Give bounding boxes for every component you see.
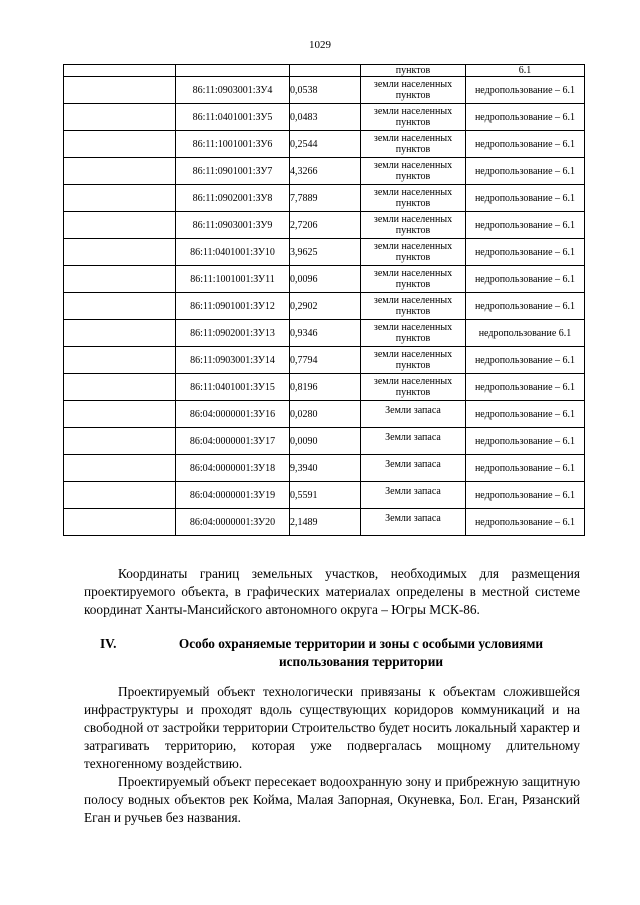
table-cell-empty (64, 293, 176, 320)
table-cell-use: недропользование – 6.1 (466, 77, 585, 104)
table-cell-area: 0,2544 (290, 131, 361, 158)
section-title: Особо охраняемые территории и зоны с особыми условиями использования территории (178, 636, 544, 669)
table-cell-area: 0,0483 (290, 104, 361, 131)
table-cell-empty (64, 455, 176, 482)
table-row (64, 374, 585, 401)
table-row (64, 482, 585, 509)
table-cell-use: недропользование – 6.1 (466, 455, 585, 482)
table-cell-empty (64, 77, 176, 104)
table-row (64, 509, 585, 536)
table-cell-id: 86:04:0000001:ЗУ16 (176, 401, 290, 428)
table-cell-category: земли населенных пунктов (361, 77, 466, 104)
table-cell-id: 86:11:0903001:ЗУ14 (176, 347, 290, 374)
table-cell-empty (64, 212, 176, 239)
table-cell-use: недропользование – 6.1 (466, 239, 585, 266)
table-cell-use: недропользование – 6.1 (466, 131, 585, 158)
table-cell-category: Земли запаса (361, 401, 466, 428)
table-cell-category: земли населенных пунктов (361, 158, 466, 185)
section-heading (100, 635, 580, 671)
table-cell-id: 86:11:0902001:ЗУ13 (176, 320, 290, 347)
table-cell-area: 0,0280 (290, 401, 361, 428)
table-cell-empty (64, 131, 176, 158)
table-cell-id: 86:11:0401001:ЗУ10 (176, 239, 290, 266)
land-plots-table (63, 64, 585, 536)
table-cell-category: земли населенных пунктов (361, 374, 466, 401)
table-row (64, 401, 585, 428)
land-plots-table-body (64, 65, 585, 536)
table-cell-category: Земли запаса (361, 482, 466, 509)
table-cell-empty (64, 158, 176, 185)
table-cell-category: земли населенных пунктов (361, 131, 466, 158)
table-cell-id: 86:11:0401001:ЗУ5 (176, 104, 290, 131)
table-cell-area: 0,0538 (290, 77, 361, 104)
table-cell-id: 86:11:0902001:ЗУ8 (176, 185, 290, 212)
table-cell-area: 2,7206 (290, 212, 361, 239)
table-cell-area: 2,1489 (290, 509, 361, 536)
table-cell-use: недропользование – 6.1 (466, 401, 585, 428)
table-cell-category: Земли запаса (361, 509, 466, 536)
table-cell-category: земли населенных пунктов (361, 320, 466, 347)
table-cell-id: 86:04:0000001:ЗУ18 (176, 455, 290, 482)
table-cell-area: 0,0096 (290, 266, 361, 293)
table-cell-category: Земли запаса (361, 455, 466, 482)
table-cell-id: 86:11:0901001:ЗУ7 (176, 158, 290, 185)
table-row (64, 239, 585, 266)
table-cell-empty (64, 266, 176, 293)
table-cell-use: недропользование – 6.1 (466, 158, 585, 185)
table-cell-use: недропользование – 6.1 (466, 482, 585, 509)
section-number: IV. (100, 636, 117, 651)
table-cell-empty (64, 428, 176, 455)
table-cell-area: 7,7889 (290, 185, 361, 212)
coordinates-paragraph (84, 565, 580, 619)
table-cell-id: 86:11:0901001:ЗУ12 (176, 293, 290, 320)
table-cell-area: 0,8196 (290, 374, 361, 401)
table-cell-id: 86:11:1001001:ЗУ6 (176, 131, 290, 158)
paragraph-water-protection: Проектируемый объект пересекает водоохранную зону и прибрежную защитную полосу водных объектов рек Койма, Малая Запорная, Окуневка, Бол. Еган, Рязанский Еган и ручьев без названия. (84, 774, 580, 825)
table-row (64, 77, 585, 104)
table-cell-area: 3,9625 (290, 239, 361, 266)
table-cell-use: 6.1 (466, 65, 585, 77)
table-cell-empty (64, 401, 176, 428)
table-cell-category: земли населенных пунктов (361, 212, 466, 239)
table-cell-area: 0,9346 (290, 320, 361, 347)
table-cell-id: 86:11:0903001:ЗУ9 (176, 212, 290, 239)
table-cell-id: 86:11:1001001:ЗУ11 (176, 266, 290, 293)
table-cell-use: недропользование – 6.1 (466, 374, 585, 401)
table-cell-area: 0,2902 (290, 293, 361, 320)
table-cell-use: недропользование – 6.1 (466, 293, 585, 320)
table-cell-category: земли населенных пунктов (361, 104, 466, 131)
table-cell-id (176, 65, 290, 77)
table-cell-area: 0,7794 (290, 347, 361, 374)
table-cell-category: земли населенных пунктов (361, 266, 466, 293)
table-cell-category: земли населенных пунктов (361, 185, 466, 212)
table-cell-empty (64, 185, 176, 212)
table-cell-category: Земли запаса (361, 428, 466, 455)
table-cell-id: 86:04:0000001:ЗУ17 (176, 428, 290, 455)
table-cell-empty (64, 104, 176, 131)
table-cell-empty (64, 320, 176, 347)
table-row (64, 320, 585, 347)
table-cell-use: недропользование – 6.1 (466, 185, 585, 212)
table-cell-use: недропользование – 6.1 (466, 212, 585, 239)
table-cell-category: пунктов (361, 65, 466, 77)
paragraph-infrastructure: Проектируемый объект технологически привязаны к объектам сложившейся инфраструктуры и проходят вдоль существующих коридоров коммуникаций и на свободной от застройки территории Строительство будет носить локальный характер и затрагивать территорию, которая уже подвергалась мощному длительному техногенному воздействию. (84, 684, 580, 771)
table-row (64, 347, 585, 374)
table-cell-empty (64, 509, 176, 536)
table-cell-category: земли населенных пунктов (361, 293, 466, 320)
table-row (64, 212, 585, 239)
table-cell-use: недропользование – 6.1 (466, 509, 585, 536)
table-row (64, 455, 585, 482)
table-row (64, 266, 585, 293)
table-cell-area: 0,0090 (290, 428, 361, 455)
table-row (64, 131, 585, 158)
table-cell-category: земли населенных пунктов (361, 239, 466, 266)
table-row (64, 65, 585, 77)
table-cell-area: 4,3266 (290, 158, 361, 185)
table-cell-empty (64, 374, 176, 401)
coordinates-text: Координаты границ земельных участков, необходимых для размещения проектируемого объекта, в графических материалах определены в местной системе координат Ханты-Мансийского автономного округа – Югры МСК-86. (84, 566, 580, 617)
table-cell-area: 0,5591 (290, 482, 361, 509)
table-row (64, 428, 585, 455)
table-row (64, 158, 585, 185)
table-cell-use: недропользование – 6.1 (466, 347, 585, 374)
table-cell-area: 9,3940 (290, 455, 361, 482)
table-row (64, 185, 585, 212)
table-cell-empty (64, 347, 176, 374)
table-cell-id: 86:11:0903001:ЗУ4 (176, 77, 290, 104)
table-cell-use: недропользование – 6.1 (466, 266, 585, 293)
section-body (84, 683, 580, 827)
table-cell-area (290, 65, 361, 77)
table-cell-empty (64, 482, 176, 509)
table-cell-id: 86:11:0401001:ЗУ15 (176, 374, 290, 401)
table-cell-use: недропользование – 6.1 (466, 428, 585, 455)
table-cell-empty (64, 65, 176, 77)
table-cell-id: 86:04:0000001:ЗУ19 (176, 482, 290, 509)
page-number: 1029 (309, 39, 331, 51)
table-cell-empty (64, 239, 176, 266)
table-cell-id: 86:04:0000001:ЗУ20 (176, 509, 290, 536)
table-cell-category: земли населенных пунктов (361, 347, 466, 374)
table-cell-use: недропользование 6.1 (466, 320, 585, 347)
table-row (64, 104, 585, 131)
table-cell-use: недропользование – 6.1 (466, 104, 585, 131)
table-row (64, 293, 585, 320)
